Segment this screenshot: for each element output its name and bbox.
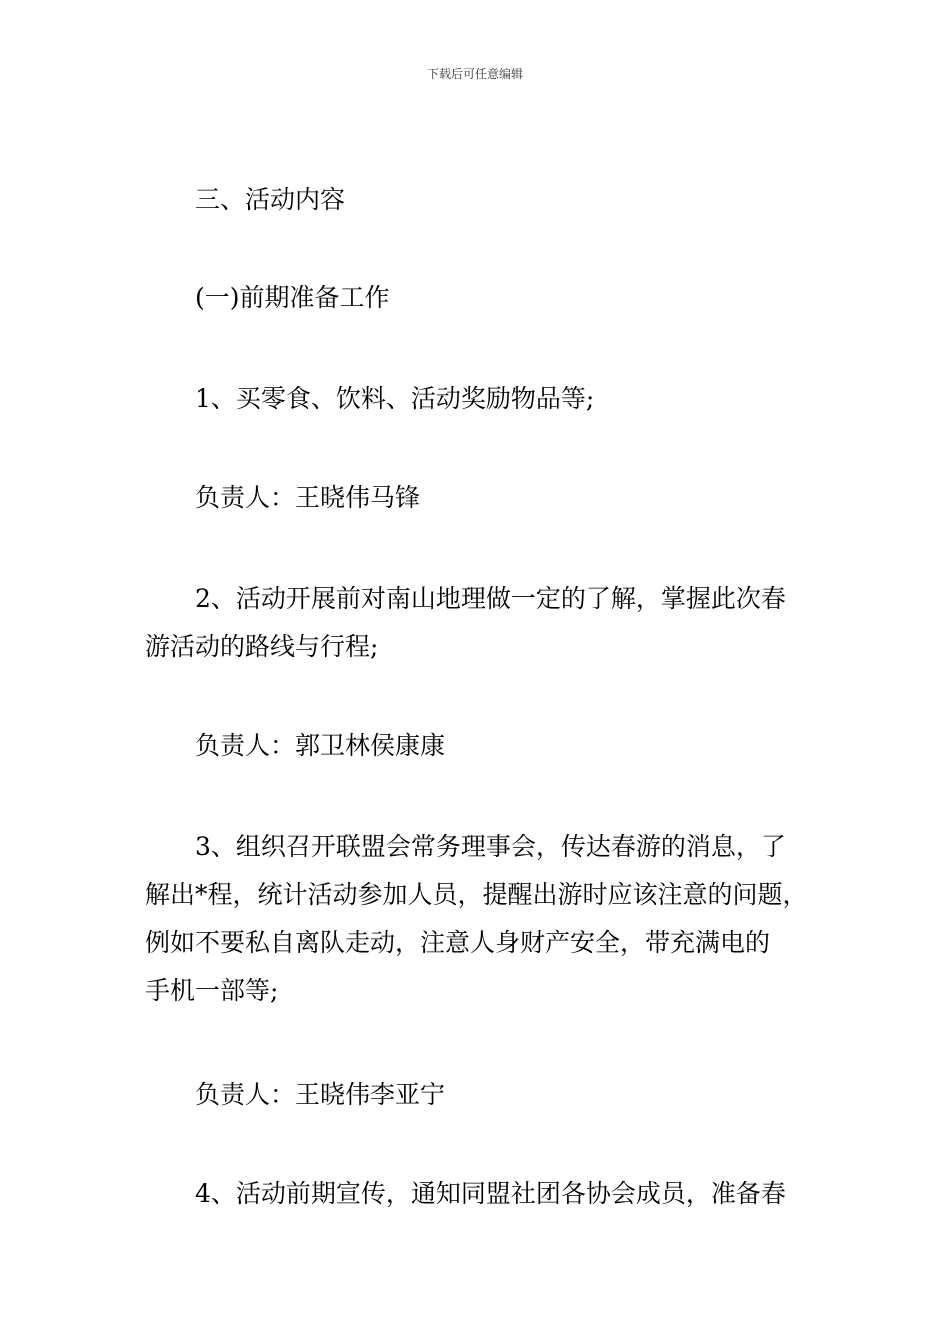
item-3-line-1: 3、组织召开联盟会常务理事会，传达春游的消息，了	[195, 832, 786, 861]
page-header-note: 下载后可任意编辑	[426, 67, 523, 81]
section-title: 三、活动内容	[195, 185, 346, 214]
item-3-line-4: 手机一部等;	[145, 976, 279, 1005]
item-2-owner: 负责人：郭卫林侯康康	[195, 731, 446, 760]
subsection-title: (一)前期准备工作	[195, 283, 390, 312]
item-1-owner: 负责人：王晓伟马锋	[195, 483, 421, 512]
item-3-owner: 负责人：王晓伟李亚宁	[195, 1080, 446, 1109]
item-4-line-1: 4、活动前期宣传，通知同盟社团各协会成员，准备春	[195, 1179, 786, 1208]
item-4-paragraph	[145, 1170, 815, 1218]
item-2-line-1: 2、活动开展前对南山地理做一定的了解，掌握此次春	[195, 584, 786, 613]
item-3-line-3: 例如不要私自离队走动，注意人身财产安全，带充满电的	[145, 928, 771, 957]
item-2-line-2: 游活动的路线与行程;	[145, 632, 379, 661]
item-2-paragraph	[145, 575, 815, 671]
item-1-text: 1、买零食、饮料、活动奖励物品等;	[195, 384, 595, 413]
item-3-line-2: 解出*程，统计活动参加人员，提醒出游时应该注意的问题，	[145, 880, 808, 909]
item-3-paragraph	[145, 823, 815, 1015]
